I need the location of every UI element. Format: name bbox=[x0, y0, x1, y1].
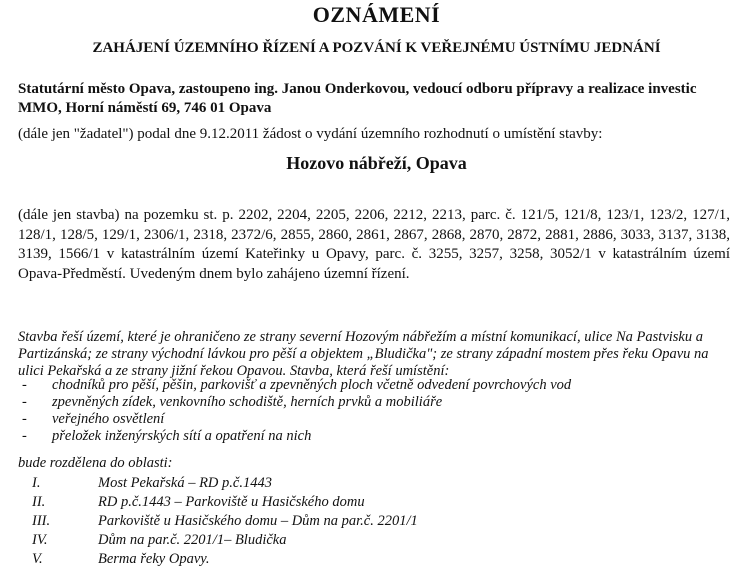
area-number: II. bbox=[32, 494, 46, 510]
area-text: Dům na par.č. 2201/1– Bludička bbox=[98, 532, 287, 548]
list-item bbox=[18, 394, 571, 411]
list-item bbox=[18, 550, 418, 569]
page-subtitle: ZAHÁJENÍ ÚZEMNÍHO ŘÍZENÍ A POZVÁNÍ K VEŘEJNÉMU ÚSTNÍMU JEDNÁNÍ bbox=[92, 40, 661, 56]
page-title: OZNÁMENÍ bbox=[312, 2, 441, 27]
scope-list bbox=[18, 377, 571, 445]
area-text: Most Pekařská – RD p.č.1443 bbox=[98, 475, 272, 491]
list-item bbox=[18, 428, 571, 445]
list-item bbox=[18, 474, 418, 493]
area-number: IV. bbox=[32, 532, 48, 548]
description-paragraph: Stavba řeší území, které je ohraničeno ze strany severní Hozovým nábřežím a místní komunikací, ulice Na Pastvisku a Partizánská; ze strany východní lávkou pro pěší a objektem „Bludička"; ze strany západní mostem přes řeku Opavu na ulici Pekařská a ze strany jižní řekou Opavou. Stavba, která řeší umístění: bbox=[18, 329, 709, 379]
area-text: Berma řeky Opavy. bbox=[98, 551, 210, 567]
area-number: V. bbox=[32, 551, 43, 567]
parcels-paragraph: (dále jen stavba) na pozemku st. p. 2202, 2204, 2205, 2206, 2212, 2213, parc. č. 121/5, 121/8, 123/1, 123/2, 127/1, 128/1, 128/5, 129/1, 2306/1, 2318, 2372/6, 2855, 2860, 2861, 2867, 2868, 2870, 2872, 2881, 2886, 3033, 3137, 3138, 3139, 1566/1 v katastrálním území Kateřinky u Opavy, parc. č. 3255, 3257, 3258, 3052/1 v katastrálním území Opava-Předměstí. Uvedeným dnem bylo zahájeno územní řízení. bbox=[18, 207, 730, 282]
project-name: Hozovo nábřeží, Opava bbox=[286, 153, 467, 173]
filing-paragraph: (dále jen "žadatel") podal dne 9.12.2011 žádost o vydání územního rozhodnutí o umístění stavby: bbox=[18, 126, 603, 142]
applicant-paragraph: Statutární město Opava, zastoupeno ing. Janou Onderkovou, vedoucí odboru přípravy a realizace investic MMO, Horní náměstí 69, 746 01 Opava bbox=[18, 81, 697, 116]
areas-list bbox=[18, 474, 418, 569]
area-text: RD p.č.1443 – Parkoviště u Hasičského domu bbox=[98, 494, 365, 510]
dash-bullet: - bbox=[22, 428, 27, 444]
list-item-text: zpevněných zídek, venkovního schodiště, herních prvků a mobiliáře bbox=[52, 394, 443, 410]
area-number: I. bbox=[32, 475, 41, 491]
dash-bullet: - bbox=[22, 411, 27, 427]
list-item bbox=[18, 512, 418, 531]
list-item bbox=[18, 377, 571, 394]
list-item bbox=[18, 531, 418, 550]
list-item bbox=[18, 411, 571, 428]
area-number: III. bbox=[32, 513, 51, 529]
dash-bullet: - bbox=[22, 377, 27, 393]
list-item-text: chodníků pro pěší, pěšin, parkovišť a zpevněných ploch včetně odvedení povrchových vod bbox=[52, 377, 572, 393]
list-item-text: veřejného osvětlení bbox=[52, 411, 165, 427]
list-item-text: přeložek inženýrských sítí a opatření na nich bbox=[52, 428, 312, 444]
list-item bbox=[18, 493, 418, 512]
area-text: Parkoviště u Hasičského domu – Dům na par.č. 2201/1 bbox=[98, 513, 418, 529]
divided-into-text: bude rozdělena do oblasti: bbox=[18, 455, 173, 471]
dash-bullet: - bbox=[22, 394, 27, 410]
